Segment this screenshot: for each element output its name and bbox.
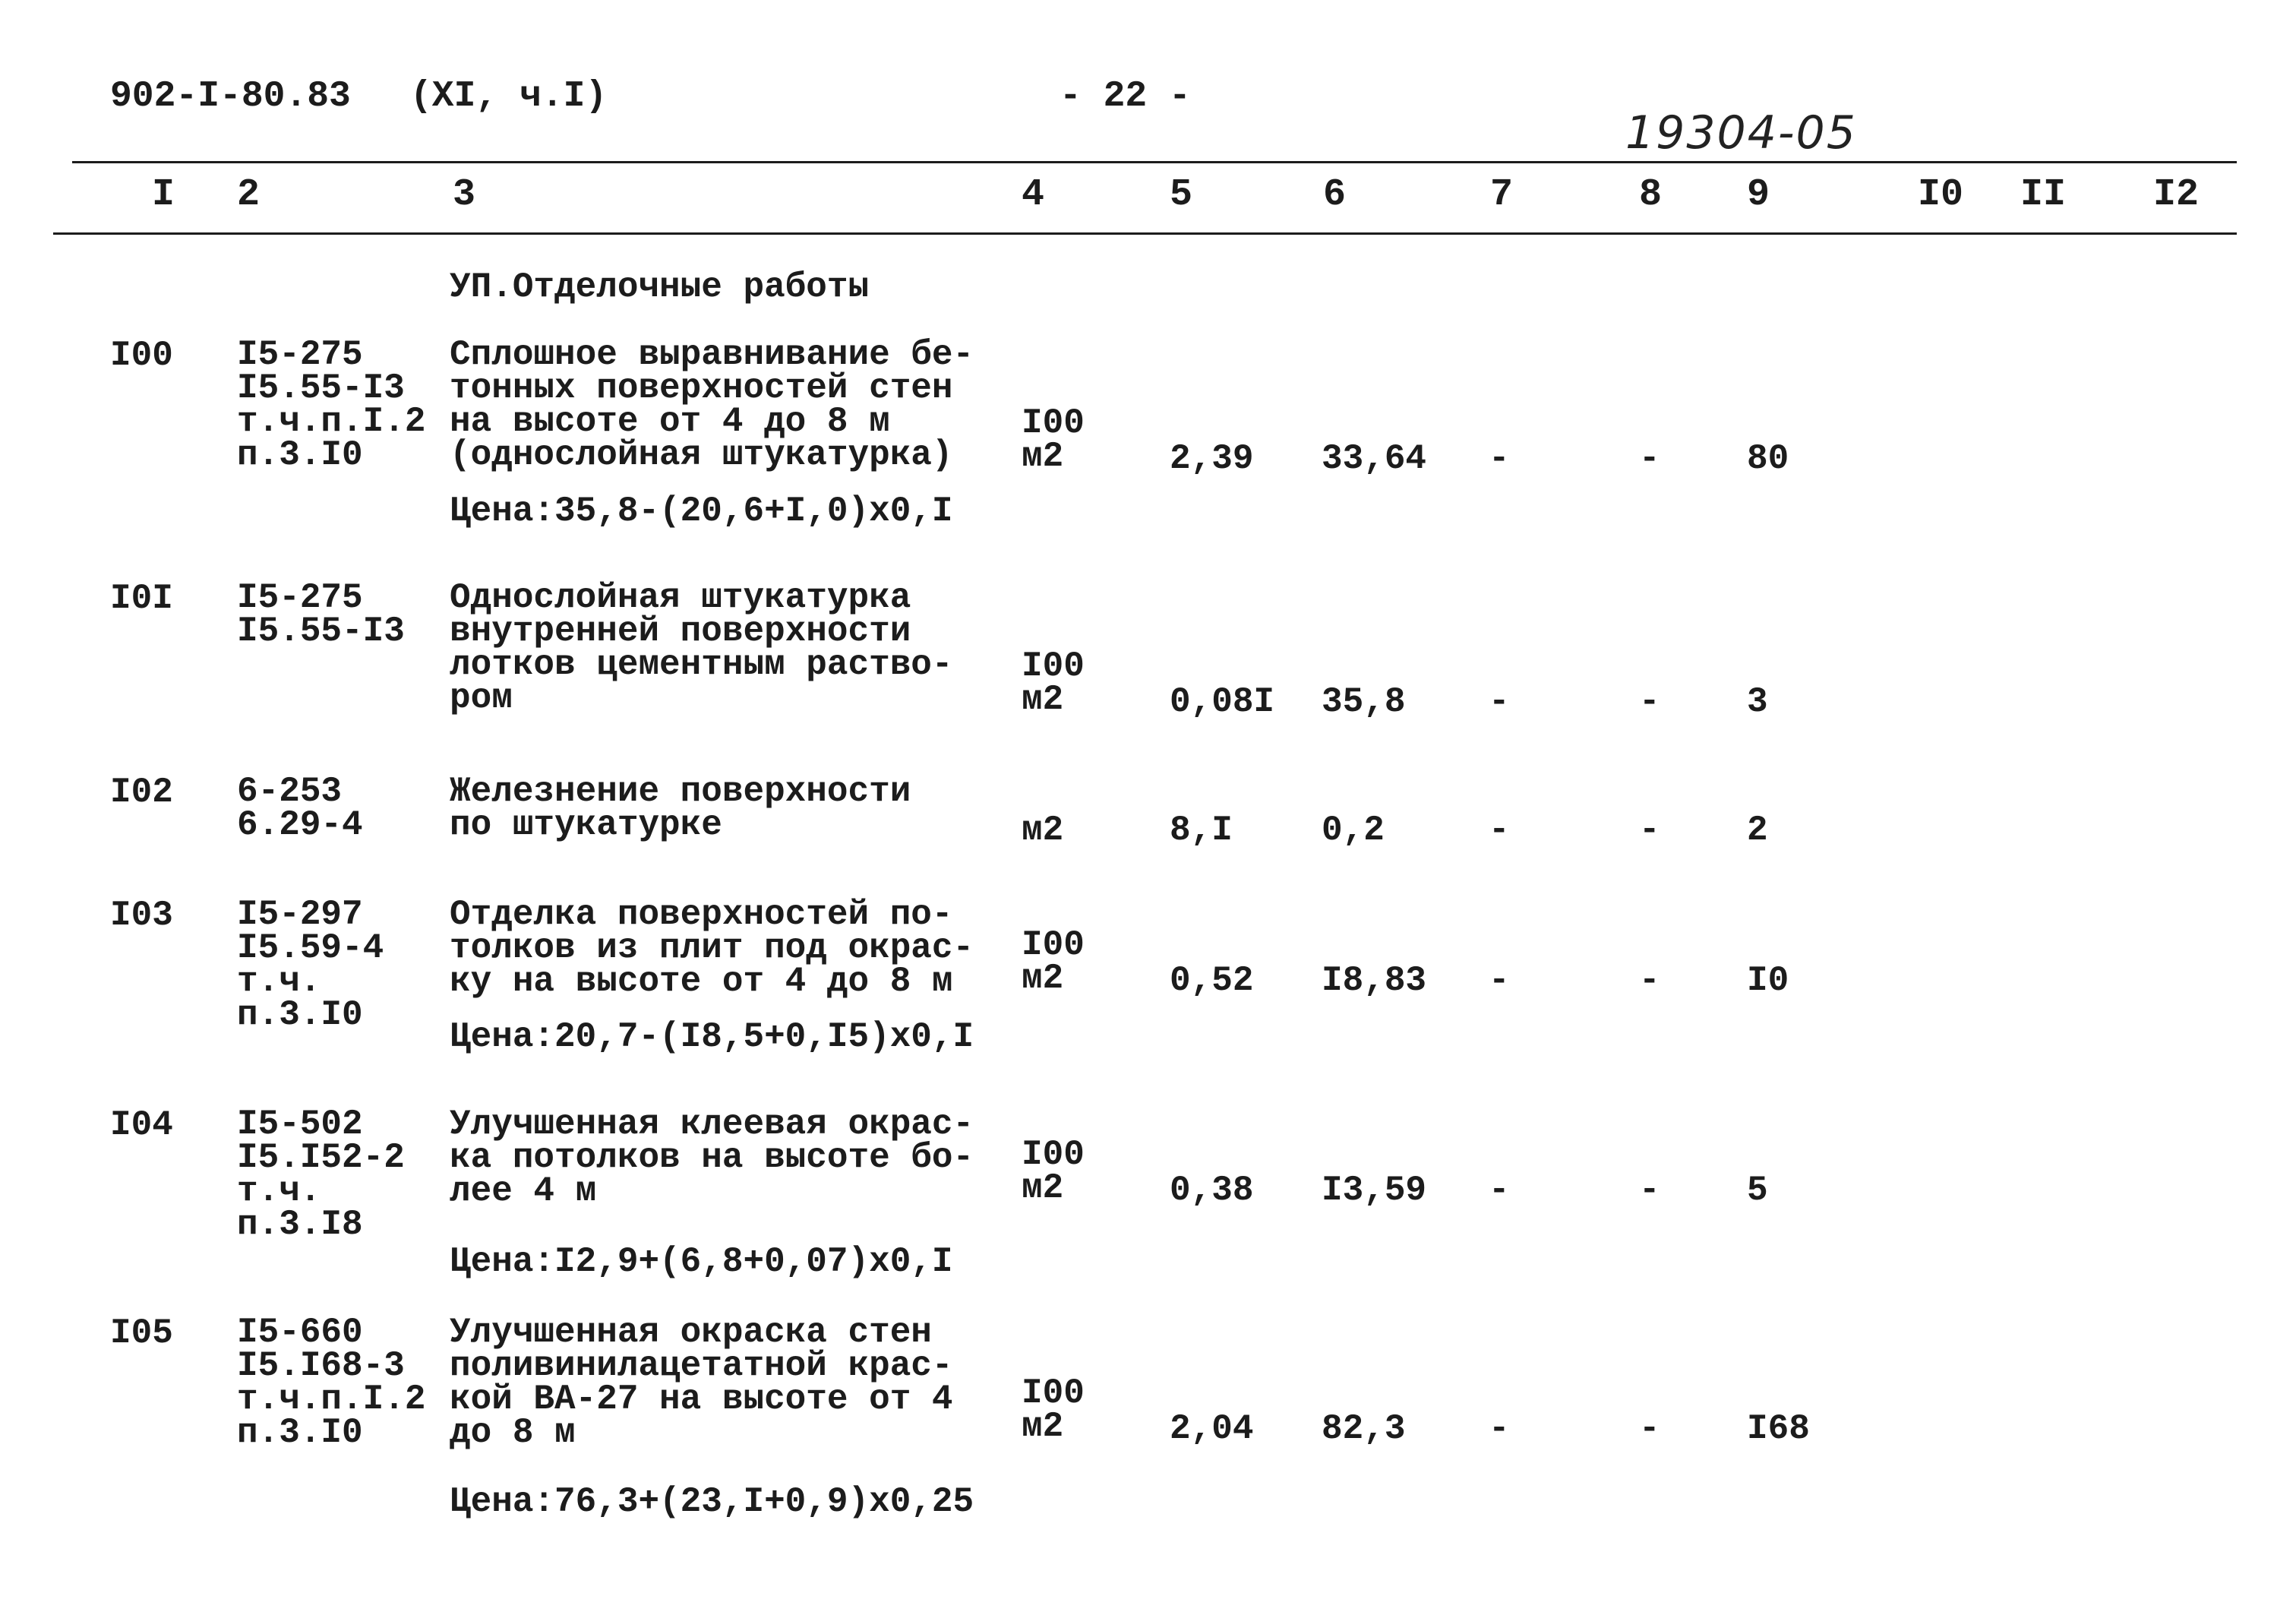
unit-cost: I8,83 <box>1322 961 1427 1000</box>
work-description: Улучшенная клеевая окрас- ка потолков на высоте бо- лее 4 м <box>450 1105 974 1211</box>
row-number: I02 <box>110 773 173 812</box>
unit: м2 <box>1022 811 1064 850</box>
column-number: 7 <box>1490 173 1514 216</box>
col8-value: - <box>1639 1409 1660 1449</box>
work-description: Отделка поверхностей по- толков из плит под окрас- ку на высоте от 4 до 8 м <box>450 895 974 1001</box>
unit-cost: 33,64 <box>1322 439 1427 479</box>
unit: I00 м2 <box>1022 403 1085 476</box>
col7-value: - <box>1489 961 1510 1000</box>
norm-codes: I5-275 I5.55-I3 <box>237 578 405 651</box>
column-number: 8 <box>1639 173 1663 216</box>
column-number: I <box>152 173 175 216</box>
column-number: 9 <box>1747 173 1770 216</box>
price-formula: Цена:I2,9+(6,8+0,07)х0,I <box>450 1242 953 1282</box>
quantity: 2,04 <box>1170 1409 1254 1449</box>
row-number: I04 <box>110 1105 173 1145</box>
work-description: Однослойная штукатурка внутренней поверхности лотков цементным раство- ром <box>450 578 953 718</box>
column-number: I2 <box>2153 173 2200 216</box>
header-rule <box>53 232 2237 235</box>
work-description: Железнение поверхности по штукатурке <box>450 772 911 845</box>
quantity: 0,08I <box>1170 682 1275 722</box>
price-formula: Цена:20,7-(I8,5+0,I5)х0,I <box>450 1017 974 1057</box>
quantity: 0,52 <box>1170 961 1254 1000</box>
column-number: 3 <box>453 173 476 216</box>
total-value: I0 <box>1747 961 1789 1000</box>
col7-value: - <box>1489 811 1510 850</box>
column-number: 5 <box>1170 173 1193 216</box>
unit: I00 м2 <box>1022 646 1085 719</box>
page-number: - 22 - <box>1060 76 1191 117</box>
col7-value: - <box>1489 1409 1510 1449</box>
total-value: I68 <box>1747 1409 1810 1449</box>
col8-value: - <box>1639 439 1660 479</box>
work-description: Сплошное выравнивание бе- тонных поверхностей стен на высоте от 4 до 8 м (однослойная штукатурка) <box>450 335 974 475</box>
total-value: 80 <box>1747 439 1789 479</box>
unit-cost: 0,2 <box>1322 811 1385 850</box>
work-description: Улучшенная окраска стен поливинилацетатной крас- кой ВА-27 на высоте от 4 до 8 м <box>450 1313 953 1452</box>
price-formula: Цена:76,3+(23,I+0,9)х0,25 <box>450 1482 974 1522</box>
norm-codes: 6-253 6.29-4 <box>237 772 363 845</box>
doc-part: (XI, ч.I) <box>410 76 608 117</box>
total-value: 5 <box>1747 1171 1768 1210</box>
unit-cost: I3,59 <box>1322 1171 1427 1210</box>
row-number: I0I <box>110 579 173 618</box>
norm-codes: I5-297 I5.59-4 т.ч. п.3.I0 <box>237 895 384 1035</box>
column-number: 2 <box>237 173 261 216</box>
doc-code: 902-I-80.83 <box>110 76 351 117</box>
quantity: 8,I <box>1170 811 1233 850</box>
norm-codes: I5-502 I5.I52-2 т.ч. п.3.I8 <box>237 1105 405 1244</box>
col7-value: - <box>1489 439 1510 479</box>
norm-codes: I5-275 I5.55-I3 т.ч.п.I.2 п.3.I0 <box>237 335 426 475</box>
column-number: 6 <box>1323 173 1347 216</box>
unit-cost: 35,8 <box>1322 682 1406 722</box>
column-number: I0 <box>1918 173 1964 216</box>
col7-value: - <box>1489 682 1510 722</box>
unit: I00 м2 <box>1022 1135 1085 1208</box>
quantity: 0,38 <box>1170 1171 1254 1210</box>
col7-value: - <box>1489 1171 1510 1210</box>
quantity: 2,39 <box>1170 439 1254 479</box>
unit: I00 м2 <box>1022 925 1085 998</box>
total-value: 3 <box>1747 682 1768 722</box>
price-formula: Цена:35,8-(20,6+I,0)х0,I <box>450 491 953 531</box>
col8-value: - <box>1639 682 1660 722</box>
col8-value: - <box>1639 1171 1660 1210</box>
row-number: I00 <box>110 336 173 375</box>
col8-value: - <box>1639 961 1660 1000</box>
section-title: УП.Отделочные работы <box>450 267 870 307</box>
column-number: 4 <box>1022 173 1045 216</box>
norm-codes: I5-660 I5.I68-3 т.ч.п.I.2 п.3.I0 <box>237 1313 426 1452</box>
handwritten-number: 19304-05 <box>1625 106 1857 160</box>
unit: I00 м2 <box>1022 1373 1085 1446</box>
col8-value: - <box>1639 811 1660 850</box>
unit-cost: 82,3 <box>1322 1409 1406 1449</box>
column-number: II <box>2020 173 2067 216</box>
row-number: I05 <box>110 1313 173 1353</box>
total-value: 2 <box>1747 811 1768 850</box>
row-number: I03 <box>110 896 173 935</box>
top-rule <box>72 161 2237 163</box>
